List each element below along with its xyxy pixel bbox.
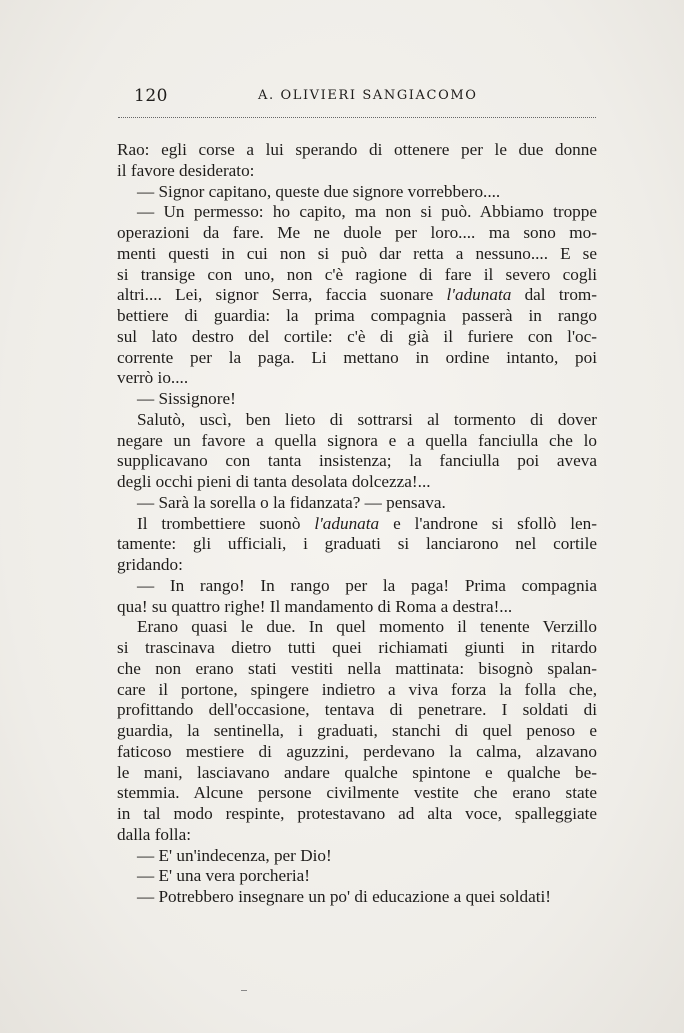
text-segment: dal trom- bbox=[511, 285, 597, 305]
text-line: care il portone, spingere indietro a viva forza la folla che, bbox=[117, 679, 597, 699]
italic-term: l'adunata bbox=[314, 513, 380, 533]
text-line: le mani, lasciavano andare qualche spintone e qualche be- bbox=[117, 762, 597, 782]
text-line: che non erano stati vestiti nella mattinata: bisognò spalan- bbox=[117, 658, 597, 678]
text-segment: Il trombettiere suonò bbox=[137, 513, 315, 533]
text-line: Erano quasi le due. In quel momento il tenente Verzillo bbox=[137, 617, 597, 637]
text-line: gridando: bbox=[117, 555, 183, 574]
running-title: A. OLIVIERI SANGIACOMO bbox=[258, 88, 478, 103]
text-line: tamente: gli ufficiali, i graduati si lanciarono nel cortile bbox=[117, 534, 597, 554]
text-line: — Sissignore! bbox=[137, 389, 236, 408]
text-line: negare un favore a quella signora e a quella fanciulla che lo bbox=[117, 430, 597, 450]
text-line: — Sarà la sorella o la fidanzata? — pensava. bbox=[137, 492, 446, 512]
text-line: — E' una vera porcheria! bbox=[137, 866, 310, 886]
text-line: verrò io.... bbox=[117, 368, 189, 388]
header-divider bbox=[118, 117, 596, 118]
text-line: — Potrebbero insegnare un po' di educazione a quei soldati! bbox=[137, 887, 552, 906]
text-line: si trascinava dietro tutti quei richiamati giunti in ritardo bbox=[117, 638, 597, 657]
text-line: profittando dell'occasione, tentava di penetrare. I soldati di bbox=[117, 700, 597, 720]
text-line: qua! su quattro righe! Il mandamento di Roma a destra!... bbox=[117, 596, 513, 616]
italic-term: l'adunata bbox=[446, 285, 512, 305]
text-line: il favore desiderato: bbox=[117, 160, 255, 180]
print-mark bbox=[241, 990, 247, 991]
text-line: operazioni da fare. Me ne duole per loro.... ma sono mo- bbox=[117, 223, 597, 242]
text-line: in tal modo respinte, protestavano ad alta voce, spalleggiate bbox=[117, 804, 597, 823]
page-header bbox=[118, 86, 598, 116]
text-line: degli occhi pieni di tanta desolata dolcezza!... bbox=[117, 472, 431, 491]
text-line: guardia, la sentinella, i graduati, stanchi di quel penoso e bbox=[117, 721, 597, 740]
text-line: si transige con uno, non c'è ragione di fare il severo cogli bbox=[117, 264, 597, 284]
text-line: — Signor capitano, queste due signore vorrebbero.... bbox=[137, 181, 501, 201]
text-segment: altri.... Lei, signor Serra, faccia suonare bbox=[117, 285, 447, 305]
text-line: dalla folla: bbox=[117, 824, 191, 844]
text-line: Salutò, uscì, ben lieto di sottrarsi al tormento di dover bbox=[137, 409, 597, 429]
body-text bbox=[117, 140, 597, 908]
text-segment: e l'androne si sfollò len- bbox=[379, 513, 597, 533]
text-line: faticoso mestiere di aguzzini, perdevano la calma, alzavano bbox=[117, 741, 597, 761]
text-line: — Un permesso: ho capito, ma non si può. Abbiamo troppe bbox=[137, 202, 597, 222]
text-line: bettiere di guardia: la prima compagnia passerà in rango bbox=[117, 306, 597, 325]
text-line: sul lato destro del cortile: c'è di già il furiere con l'oc- bbox=[117, 326, 597, 346]
page-number: 120 bbox=[134, 86, 168, 106]
text-line: — In rango! In rango per la paga! Prima compagnia bbox=[137, 575, 597, 595]
text-line bbox=[117, 285, 597, 306]
text-line: supplicavano con tanta insistenza; la fanciulla poi aveva bbox=[117, 451, 597, 471]
text-line: stemmia. Alcune persone civilmente vestite che erano state bbox=[117, 783, 597, 803]
text-line: menti questi in cui non si può dar retta a nessuno.... E se bbox=[117, 243, 597, 263]
text-line: corrente per la paga. Li mettano in ordine intanto, poi bbox=[117, 347, 597, 367]
text-line: Rao: egli corse a lui sperando di ottenere per le due donne bbox=[117, 140, 597, 159]
text-line bbox=[117, 514, 597, 535]
text-line: — E' un'indecenza, per Dio! bbox=[137, 845, 332, 865]
